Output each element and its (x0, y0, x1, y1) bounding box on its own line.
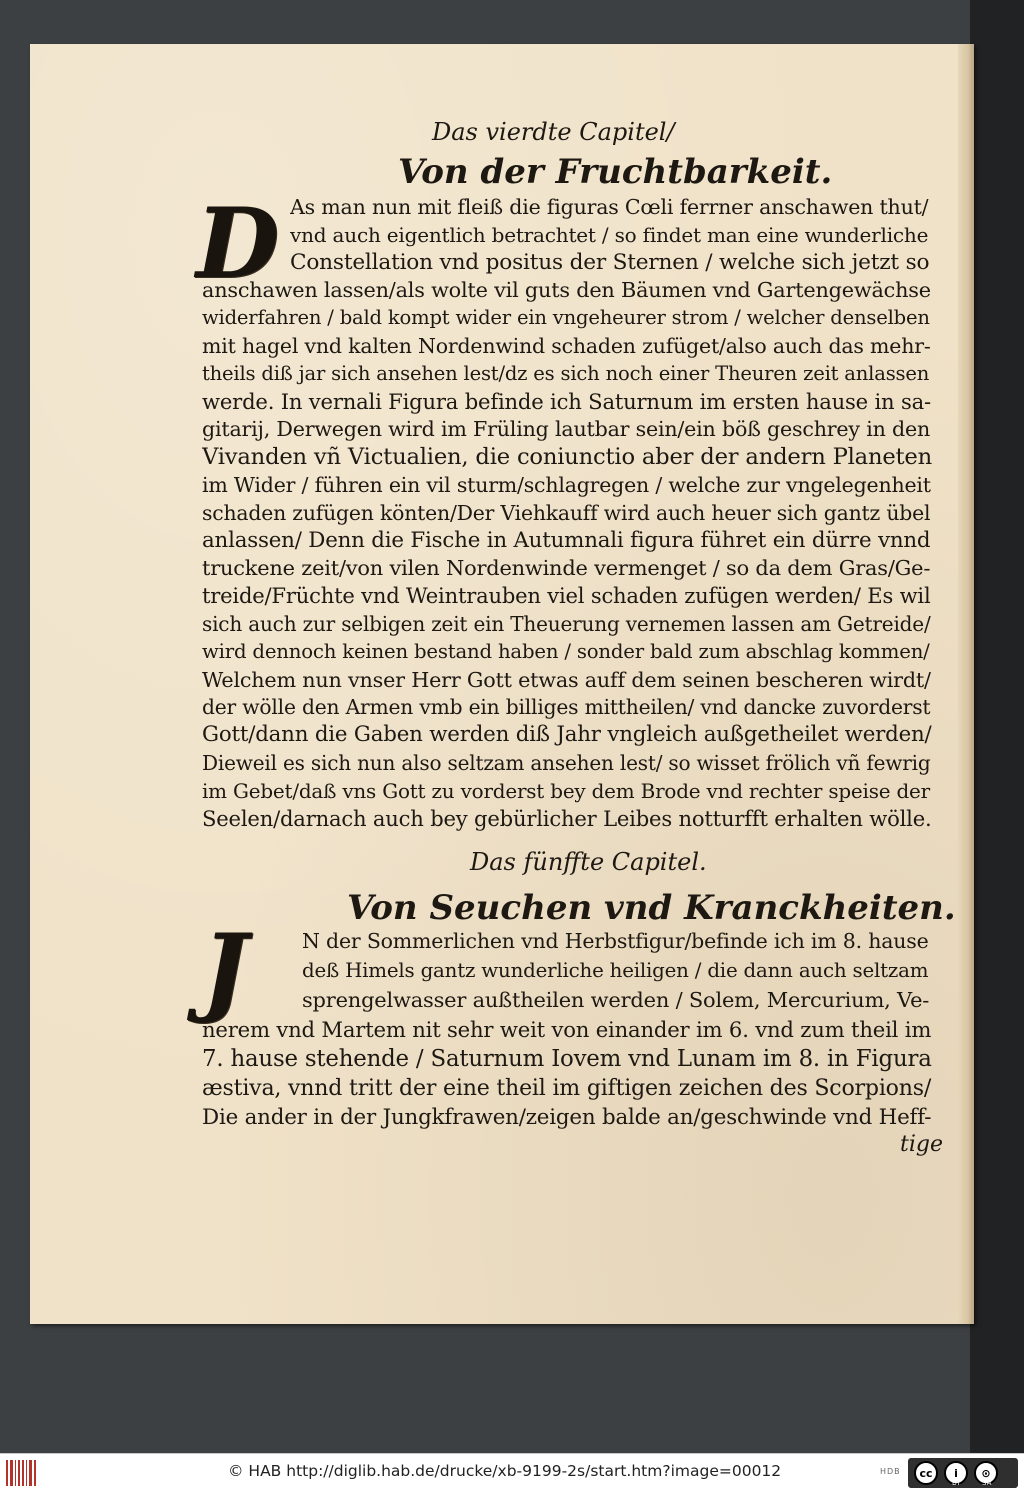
text-line: werde. In vernali Figura befinde ich Saturnum im ersten hause in sa- (202, 388, 931, 414)
dropcap-initial: J (202, 913, 248, 1026)
by-icon: i (944, 1461, 968, 1485)
text-line: Constellation vnd positus der Sternen / welche sich jetzt so (290, 249, 930, 275)
dropcap-initial: D (196, 187, 280, 300)
text-line: treide/Früchte vnd Weintrauben viel schaden zufügen werden/ Es wil (202, 583, 931, 609)
text-line: sprengelwasser außtheilen werden / Solem, Mercurium, Ve- (302, 988, 930, 1012)
chapter-title: Von Seuchen vnd Kranckheiten. (347, 888, 956, 928)
text-line: widerfahren / bald kompt wider ein vngeheurer strom / welcher denselben (202, 306, 930, 330)
chapter-title: Von der Fruchtbarkeit. (398, 152, 833, 192)
text-line: sich auch zur selbigen zeit ein Theuerung vernemen lassen am Getreide/ (202, 612, 931, 636)
text-line: N der Sommerlichen vnd Herbstfigur/befinde ich im 8. hause (302, 929, 929, 953)
copyright-link[interactable]: © HAB http://diglib.hab.de/drucke/xb-9199-2s/start.htm?image=00012 (228, 1462, 782, 1480)
text-line: æstiva, vnnd tritt der eine theil im giftigen zeichen des Scorpions/ (202, 1075, 932, 1101)
text-line: mit hagel vnd kalten Nordenwind schaden zufüget/also auch das mehr- (202, 334, 931, 358)
text-line: Die ander in der Jungkfrawen/zeigen balde an/geschwinde vnd Heff- (202, 1105, 932, 1130)
small-mark: HDB (880, 1467, 901, 1476)
catchword: tige (900, 1132, 943, 1157)
text-line: Seelen/darnach auch bey gebürlicher Leibes notturfft erhalten wölle. (202, 805, 932, 831)
text-line: wird dennoch keinen bestand haben / sonder bald zum abschlag kommen/ (202, 639, 930, 663)
chapter-heading: Das fünffte Capitel. (470, 848, 707, 876)
text-line: anschawen lassen/als wolte vil guts den Bäumen vnd Gartengewächse (202, 278, 931, 303)
cc-icon: cc (914, 1461, 938, 1485)
sa-label: SA (982, 1479, 992, 1487)
text-line: im Wider / führen ein vil sturm/schlagregen / welche zur vngelegenheit (202, 473, 931, 497)
text-line: gitarij, Derwegen wird im Früling lautbar sein/ein böß geschrey in den (202, 417, 931, 442)
text-line: Gott/dann die Gaben werden diß Jahr vngleich außgetheilet werden/ (202, 722, 932, 748)
text-line: Welchem nun vnser Herr Gott etwas auff dem seinen bescheren wirdt/ (202, 667, 931, 692)
footer-bar (0, 1453, 1024, 1492)
text-line: Vivanden vñ Victualien, die coniunctio aber der andern Planeten (202, 444, 932, 471)
text-line: theils diß jar sich ansehen lest/dz es sich noch einer Theuren zeit anlassen (202, 361, 930, 385)
text-line: im Gebet/daß vns Gott zu vorderst bey dem Brode vnd rechter speise der (202, 778, 930, 803)
text-line: vnd auch eigentlich betrachtet / so findet man eine wunderliche (290, 222, 929, 247)
text-line: der wölle den Armen vmb ein billiges mittheilen/ vnd dancke zuvorderst (202, 695, 931, 720)
text-line: schaden zufügen könten/Der Viehkauff wird auch heuer sich gantz übel (202, 500, 931, 525)
text-line: deß Himels gantz wunderliche heiligen / die dann auch seltzam (302, 958, 929, 982)
text-line: nerem vnd Martem nit sehr weit von einander im 6. vnd zum theil im (202, 1016, 932, 1042)
page-edge (958, 44, 974, 1324)
text-line: Dieweil es sich nun also seltzam ansehen lest/ so wisset frölich vñ fewrig (202, 751, 931, 775)
text-line: truckene zeit/von vilen Nordenwinde vermenget / so da dem Gras/Ge- (202, 556, 931, 581)
text-line: anlassen/ Denn die Fische in Autumnali figura führet ein dürre vnnd (202, 527, 931, 553)
by-label: BY (952, 1479, 961, 1487)
chapter-heading: Das vierdte Capitel/ (432, 118, 675, 146)
sa-icon: ⊙ (974, 1461, 998, 1485)
barcode-logo-icon (6, 1460, 36, 1486)
text-line: 7. hause stehende / Saturnum Iovem vnd Lunam im 8. in Figura (202, 1046, 932, 1072)
text-line: As man nun mit fleiß die figuras Cœli ferrner anschawen thut/ (290, 195, 929, 219)
scan-edge (970, 0, 1024, 1453)
cc-license-badge[interactable] (908, 1458, 1018, 1488)
